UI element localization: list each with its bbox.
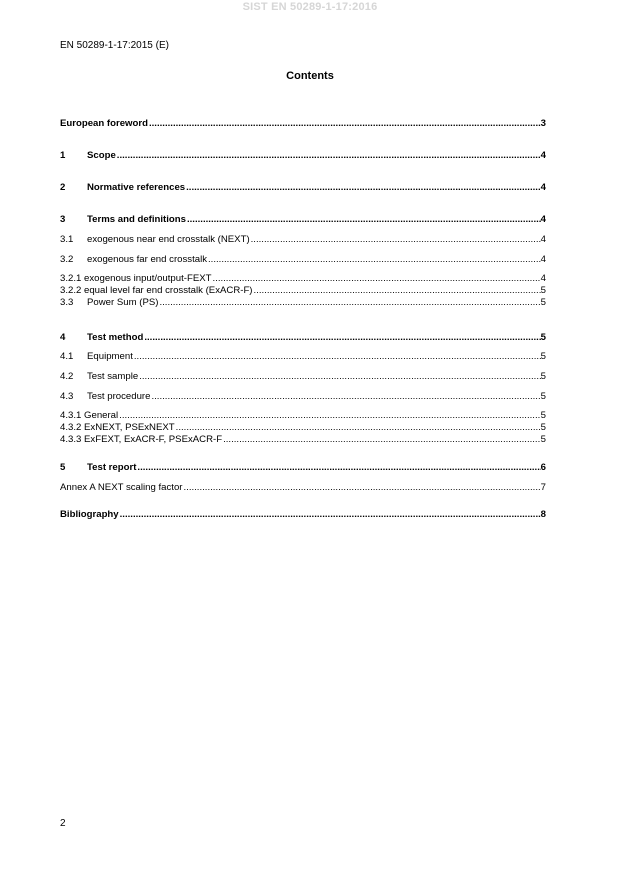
toc-leader-dots	[117, 150, 541, 162]
toc-leader-dots	[208, 254, 541, 266]
toc-entry-title: European foreword	[60, 118, 148, 129]
toc-entry-bibliography[interactable]	[60, 509, 546, 521]
toc-entry-page: 5	[540, 410, 546, 421]
toc-entry-number: 3.2.1	[60, 273, 82, 284]
toc-entry-page: 5	[540, 351, 546, 362]
toc-entry-number: 3.1	[60, 234, 74, 245]
toc-entry-title: Annex A NEXT scaling factor	[60, 482, 183, 493]
toc-entry-4-3-3[interactable]	[60, 434, 546, 446]
toc-entry-number: 3	[60, 214, 66, 225]
toc-leader-dots	[120, 509, 541, 521]
toc-leader-dots	[137, 462, 540, 474]
toc-entry-page: 5	[540, 434, 546, 445]
toc-leader-dots	[149, 118, 541, 130]
toc-entry-title: Normative references	[87, 182, 186, 193]
toc-entry-number: 4.2	[60, 371, 74, 382]
toc-entry-page: 5	[540, 285, 546, 296]
toc-entry-number: 4.3.2	[60, 422, 82, 433]
toc-entry-european-foreword[interactable]	[60, 118, 546, 130]
toc-entry-3-2-2[interactable]	[60, 285, 546, 297]
toc-leader-dots	[187, 214, 541, 226]
toc-leader-dots	[134, 351, 541, 363]
toc-entry-number: 4	[60, 332, 66, 343]
toc-leader-dots	[254, 285, 541, 297]
toc-leader-dots	[212, 273, 540, 285]
toc-entry-4-2[interactable]	[60, 371, 546, 383]
toc-entry-title: ExNEXT, PSExNEXT	[84, 422, 175, 433]
toc-entry-4-3-2[interactable]	[60, 422, 546, 434]
toc-entry-title: Equipment	[87, 351, 133, 362]
toc-entry-title: General	[84, 410, 119, 421]
toc-entry-number: 3.2.2	[60, 285, 82, 296]
toc-entry-3-2-1[interactable]	[60, 273, 546, 285]
toc-entry-number: 4.3.1	[60, 410, 82, 421]
toc-entry-title: equal level far end crosstalk (ExACR-F)	[84, 285, 253, 296]
toc-entry-page: 4	[540, 254, 546, 265]
toc-entry-page: 7	[540, 482, 546, 493]
toc-entry-3-2[interactable]	[60, 254, 546, 266]
toc-leader-dots	[159, 297, 540, 309]
toc-entry-title: Bibliography	[60, 509, 119, 520]
toc-entry-page: 4	[540, 273, 546, 284]
toc-entry-test-method[interactable]	[60, 332, 546, 344]
toc-entry-number: 4.3.3	[60, 434, 82, 445]
toc-leader-dots	[186, 182, 541, 194]
contents-title: Contents	[286, 70, 334, 82]
toc-leader-dots	[144, 332, 540, 344]
toc-entry-page: 4	[540, 150, 546, 161]
toc-entry-title: Terms and definitions	[87, 214, 186, 225]
toc-entry-page: 8	[540, 509, 546, 520]
toc-entry-4-3[interactable]	[60, 391, 546, 403]
toc-entry-title: Test sample	[87, 371, 139, 382]
toc-entry-page: 5	[540, 297, 546, 308]
toc-leader-dots	[139, 371, 540, 383]
document-reference: EN 50289-1-17:2015 (E)	[60, 40, 169, 51]
toc-leader-dots	[151, 391, 540, 403]
toc-entry-page: 5	[540, 391, 546, 402]
toc-entry-page: 4	[540, 214, 546, 225]
toc-entry-title: Scope	[87, 150, 116, 161]
toc-leader-dots	[119, 410, 541, 422]
toc-entry-4-1[interactable]	[60, 351, 546, 363]
toc-entry-number: 5	[60, 462, 66, 473]
toc-entry-title: Test method	[87, 332, 144, 343]
toc-entry-page: 5	[540, 332, 546, 343]
toc-entry-number: 3.2	[60, 254, 74, 265]
toc-entry-page: 5	[540, 422, 546, 433]
toc-entry-test-report[interactable]	[60, 462, 546, 474]
toc-entry-normative-references[interactable]	[60, 182, 546, 194]
toc-entry-title: ExFEXT, ExACR-F, PSExACR-F	[84, 434, 223, 445]
toc-entry-scope[interactable]	[60, 150, 546, 162]
toc-entry-number: 2	[60, 182, 66, 193]
toc-entry-title: Power Sum (PS)	[87, 297, 159, 308]
toc-entry-annex-a[interactable]	[60, 482, 546, 494]
toc-leader-dots	[183, 482, 540, 494]
toc-entry-terms-and-definitions[interactable]	[60, 214, 546, 226]
toc-entry-title: exogenous near end crosstalk (NEXT)	[87, 234, 250, 245]
toc-entry-number: 4.1	[60, 351, 74, 362]
toc-entry-number: 1	[60, 150, 66, 161]
toc-entry-title: Test report	[87, 462, 137, 473]
toc-entry-title: Test procedure	[87, 391, 151, 402]
toc-entry-page: 3	[540, 118, 546, 129]
toc-entry-page: 5	[540, 371, 546, 382]
toc-entry-title: exogenous input/output-FEXT	[84, 273, 212, 284]
toc-entry-page: 4	[540, 182, 546, 193]
toc-entry-4-3-1[interactable]	[60, 410, 546, 422]
toc-entry-number: 3.3	[60, 297, 74, 308]
toc-entry-number: 4.3	[60, 391, 74, 402]
toc-entry-title: exogenous far end crosstalk	[87, 254, 207, 265]
page-number: 2	[60, 818, 66, 829]
toc-leader-dots	[223, 434, 541, 446]
toc-entry-page: 4	[540, 234, 546, 245]
toc-entry-page: 6	[540, 462, 546, 473]
toc-leader-dots	[251, 234, 541, 246]
watermark: SIST EN 50289-1-17:2016	[242, 1, 378, 13]
toc-entry-3-3[interactable]	[60, 297, 546, 309]
toc-leader-dots	[176, 422, 541, 434]
toc-entry-3-1[interactable]	[60, 234, 546, 246]
